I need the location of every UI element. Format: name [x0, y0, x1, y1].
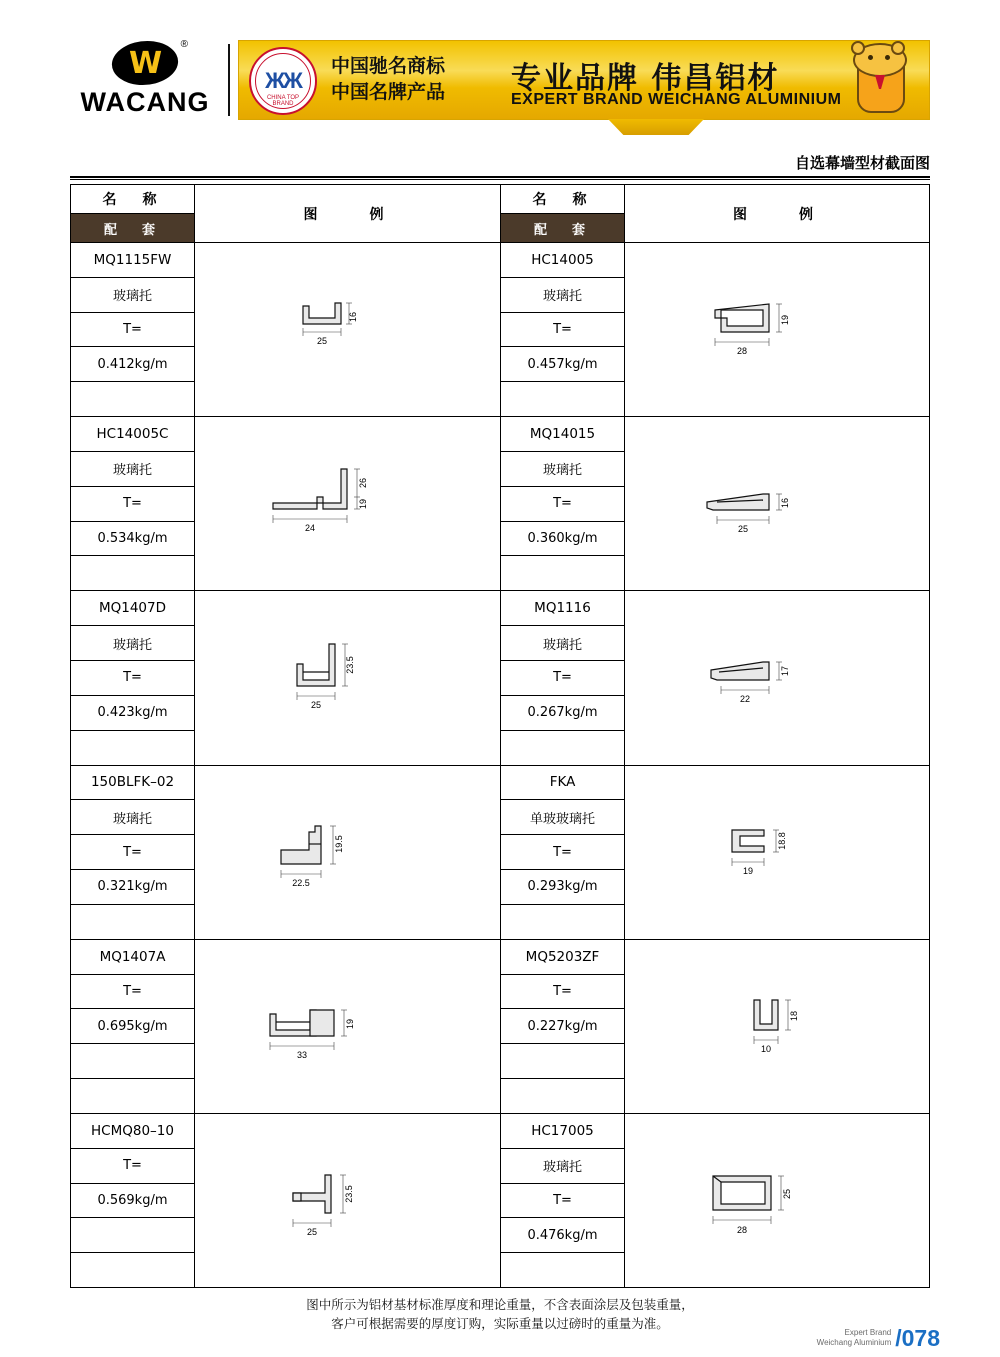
- dim-width: 22.5: [291, 878, 310, 889]
- dim-height: 18: [789, 1011, 799, 1022]
- profile-blank: [71, 1218, 194, 1253]
- profile-blank: [501, 1044, 624, 1079]
- profile-thickness-label: T=: [501, 487, 624, 522]
- dim-height: 19: [780, 314, 790, 325]
- wacang-logo-icon: [110, 39, 188, 85]
- profile-match: 玻璃托: [501, 626, 624, 661]
- profile-match: 玻璃托: [501, 1149, 624, 1184]
- dim-width: 25: [737, 523, 749, 534]
- banner-awards: [331, 53, 501, 105]
- table-row: [71, 940, 500, 1114]
- profile-blank: [71, 731, 194, 765]
- profile-weight: 0.569kg/m: [71, 1184, 194, 1219]
- banner-award-line2: 中国名牌产品: [331, 81, 446, 103]
- profile-thickness-label: T=: [501, 835, 624, 870]
- profile-figure: [195, 243, 500, 416]
- header-name-label: 名 称: [71, 185, 194, 214]
- header-figure-label: 图 例: [733, 206, 821, 223]
- certification-seal-icon: ЖЖ CHINA TOP BRAND: [249, 47, 317, 115]
- banner-headline-en: EXPERT BRAND WEICHANG ALUMINIUM: [511, 91, 842, 108]
- dim-width: 25: [316, 335, 327, 346]
- dim-height: 17: [780, 665, 790, 676]
- dim-height: 19: [344, 1019, 355, 1030]
- table-header-right: [501, 185, 929, 243]
- header-name-label: 名 称: [501, 185, 624, 214]
- profile-code: 150BLFK–02: [71, 766, 194, 801]
- dim-height-2: 19: [357, 498, 368, 509]
- dim-height: 26: [357, 477, 368, 488]
- profile-blank-2: [71, 1079, 194, 1113]
- dim-width: 10: [760, 1044, 772, 1055]
- profile-weight: 0.695kg/m: [71, 1009, 194, 1044]
- header-rule-thin: [70, 179, 930, 180]
- logo-letter: W: [128, 45, 162, 81]
- header-match-label: 配 套: [71, 214, 194, 242]
- header-divider: [228, 44, 230, 116]
- profile-code: MQ5203ZF: [501, 940, 624, 975]
- profile-weight: 0.227kg/m: [501, 1009, 624, 1044]
- banner-tab-decoration: [608, 119, 704, 135]
- profile-thickness-label: T=: [501, 661, 624, 696]
- profile-code: HC14005C: [71, 417, 194, 452]
- profile-code: HC14005: [501, 243, 624, 278]
- table-left-column: [71, 185, 500, 1287]
- profile-weight: 0.321kg/m: [71, 870, 194, 905]
- banner-headline-cn: 专业品牌 伟昌铝材: [511, 61, 780, 96]
- header-match-label: 配 套: [501, 214, 624, 242]
- dim-width: 28: [736, 1225, 748, 1236]
- table-row: [501, 243, 929, 417]
- profile-thickness-label: T=: [501, 1184, 624, 1219]
- profile-figure: [195, 940, 500, 1113]
- profile-thickness-label: T=: [71, 313, 194, 348]
- profile-blank-2: [501, 1079, 624, 1113]
- profile-thickness-label: T=: [71, 661, 194, 696]
- profile-match: 玻璃托: [501, 452, 624, 487]
- footer-brand-en-line2: Weichang Aluminium: [816, 1338, 892, 1347]
- table-header-left: [71, 185, 500, 243]
- table-row: [71, 591, 500, 765]
- profile-blank: [71, 905, 194, 939]
- dim-height: 25: [782, 1189, 792, 1200]
- brand-wordmark: WACANG: [80, 87, 210, 117]
- mascot-tiger-icon: [841, 43, 921, 121]
- profile-code: FKA: [501, 766, 624, 801]
- dim-width: 33: [296, 1050, 307, 1061]
- profile-code: HC17005: [501, 1114, 624, 1149]
- table-right-column: [500, 185, 929, 1287]
- profile-match: 玻璃托: [71, 800, 194, 835]
- profile-code: MQ1407A: [71, 940, 194, 975]
- table-row: [501, 591, 929, 765]
- dim-height: 16: [780, 497, 790, 508]
- profile-figure: [625, 1114, 929, 1287]
- brand-logo: [70, 39, 220, 117]
- profile-code: MQ1115FW: [71, 243, 194, 278]
- header-figure-label: 图 例: [303, 206, 392, 223]
- dim-width: 24: [304, 522, 315, 533]
- footer-note-line1: 图中所示为铝材基材标准厚度和理论重量，不含表面涂层及包装重量，: [306, 1297, 694, 1312]
- header-rule: [70, 176, 930, 178]
- dim-height: 19.5: [333, 835, 344, 853]
- profile-match: 玻璃托: [71, 452, 194, 487]
- dim-width: 28: [736, 345, 748, 356]
- profile-figure: [625, 940, 929, 1113]
- brand-banner: [238, 40, 930, 120]
- registered-trademark-icon: ®: [180, 39, 188, 50]
- table-row: [501, 417, 929, 591]
- table-row: [71, 766, 500, 940]
- table-row: [501, 940, 929, 1114]
- profile-figure: [195, 766, 500, 939]
- page-number: /078: [895, 1325, 940, 1351]
- profile-blank-2: [71, 1253, 194, 1287]
- profile-weight: 0.457kg/m: [501, 347, 624, 382]
- profile-weight: 0.423kg/m: [71, 696, 194, 731]
- profile-weight: 0.476kg/m: [501, 1218, 624, 1253]
- table-row: [71, 243, 500, 417]
- dim-width: 25: [306, 1227, 317, 1238]
- table-row: [71, 1114, 500, 1287]
- dim-width: 25: [310, 699, 321, 710]
- banner-award-line1: 中国驰名商标: [331, 55, 446, 77]
- profile-code: MQ1407D: [71, 591, 194, 626]
- profile-blank: [501, 731, 624, 765]
- profile-thickness-label: T=: [71, 487, 194, 522]
- profile-figure: [625, 243, 929, 416]
- profile-match: 玻璃托: [71, 626, 194, 661]
- table-row: [501, 1114, 929, 1287]
- profile-figure: [195, 591, 500, 764]
- profile-thickness-label: T=: [501, 975, 624, 1010]
- profile-figure: [195, 417, 500, 590]
- profile-match: 玻璃托: [501, 278, 624, 313]
- profile-code: MQ14015: [501, 417, 624, 452]
- profile-code: MQ1116: [501, 591, 624, 626]
- profile-table: [70, 184, 930, 1288]
- profile-blank: [71, 556, 194, 590]
- dim-height: 23.5: [344, 656, 355, 674]
- page-number-block: [816, 1325, 940, 1351]
- profile-code: HCMQ80–10: [71, 1114, 194, 1149]
- profile-thickness-label: T=: [501, 313, 624, 348]
- profile-figure: [625, 766, 929, 939]
- seal-text: CHINA TOP BRAND: [266, 95, 300, 107]
- profile-weight: 0.293kg/m: [501, 870, 624, 905]
- profile-figure: [625, 591, 929, 764]
- dim-height: 23.5: [343, 1185, 354, 1204]
- profile-weight: 0.412kg/m: [71, 347, 194, 382]
- table-row: [71, 417, 500, 591]
- footer-brand-en-line1: Expert Brand: [844, 1328, 892, 1337]
- profile-match: 单玻玻璃托: [501, 800, 624, 835]
- dim-height: 18.8: [777, 832, 787, 850]
- profile-blank: [501, 905, 624, 939]
- profile-figure: [625, 417, 929, 590]
- dim-height: 16: [347, 311, 358, 322]
- profile-weight: 0.267kg/m: [501, 696, 624, 731]
- profile-blank: [501, 382, 624, 416]
- profile-blank: [501, 1253, 624, 1287]
- page-title: 自选幕墙型材截面图: [794, 154, 930, 172]
- profile-blank: [71, 382, 194, 416]
- profile-figure: [195, 1114, 500, 1287]
- profile-weight: 0.534kg/m: [71, 522, 194, 557]
- footer-note-line2: 客户可根据需要的厚度订购，实际重量以过磅时的重量为准。: [331, 1316, 669, 1331]
- page-header: [0, 0, 1000, 172]
- dim-width: 19: [742, 866, 754, 877]
- profile-blank: [71, 1044, 194, 1079]
- profile-match: 玻璃托: [71, 278, 194, 313]
- table-row: [501, 766, 929, 940]
- profile-thickness-label: T=: [71, 1149, 194, 1184]
- profile-thickness-label: T=: [71, 975, 194, 1010]
- dim-width: 22: [739, 693, 751, 704]
- profile-weight: 0.360kg/m: [501, 522, 624, 557]
- profile-blank: [501, 556, 624, 590]
- profile-thickness-label: T=: [71, 835, 194, 870]
